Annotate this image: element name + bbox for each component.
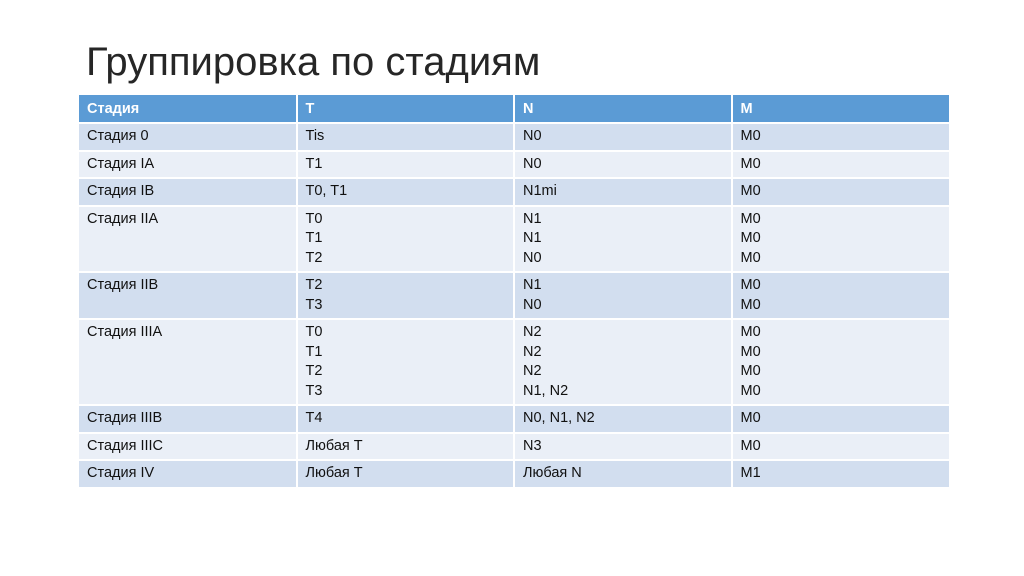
cell-n: [514, 151, 732, 179]
cell-m-value: M0: [740, 437, 761, 454]
cell-t: [297, 206, 515, 273]
table-row: [79, 178, 949, 206]
table-header-row: [79, 95, 949, 123]
cell-stage: Стадия 0: [79, 123, 297, 151]
cell-t: [297, 123, 515, 151]
cell-n: [514, 460, 732, 488]
cell-t: [297, 319, 515, 405]
cell-t-value: T1: [305, 343, 323, 360]
cell-n-value: N1: [523, 230, 542, 246]
cell-m-value: M0: [740, 249, 761, 266]
cell-m-value: M0: [740, 210, 761, 227]
cell-n-value: N2: [523, 363, 542, 379]
cell-m: [732, 123, 950, 151]
table-row: [79, 123, 949, 151]
cell-t-value: T4: [305, 410, 323, 426]
cell-n-value: N0: [523, 249, 542, 266]
cell-m: [732, 178, 950, 206]
cell-m: [732, 460, 950, 488]
cell-n: [514, 272, 732, 319]
cell-m: [732, 433, 950, 461]
cell-n-value: N3: [523, 437, 542, 454]
table-row: [79, 206, 949, 273]
cell-t: [297, 272, 515, 319]
cell-n-value: N0: [523, 128, 542, 144]
cell-n: [514, 178, 732, 206]
cell-m-value: M0: [740, 128, 761, 144]
cell-m: [732, 151, 950, 179]
cell-m-value: M0: [740, 155, 761, 172]
cell-m-value: M0: [740, 230, 761, 246]
cell-t-value: T2: [305, 249, 323, 266]
table-row: [79, 460, 949, 488]
cell-t-value: T2: [305, 363, 323, 379]
cell-n: [514, 433, 732, 461]
cell-stage: Стадия IB: [79, 178, 297, 206]
cell-m-value: M1: [740, 465, 761, 481]
cell-n-value: N2: [523, 324, 542, 340]
cell-t-value: T3: [305, 382, 323, 399]
cell-t: [297, 151, 515, 179]
cell-m: [732, 272, 950, 319]
cell-t: [297, 178, 515, 206]
column-header-t: T: [297, 95, 515, 123]
table-row: [79, 151, 949, 179]
cell-n: [514, 206, 732, 273]
cell-t-value: T0, T1: [305, 183, 348, 199]
cell-stage: Стадия IIIA: [79, 319, 297, 405]
cell-t-value: Tis: [305, 128, 325, 144]
cell-n-value: N1: [523, 277, 542, 293]
cell-stage: Стадия IIA: [79, 206, 297, 273]
cell-t-value: T1: [305, 230, 323, 246]
cell-stage: Стадия IV: [79, 460, 297, 488]
cell-m: [732, 405, 950, 433]
cell-m-value: M0: [740, 277, 761, 293]
table-row: [79, 433, 949, 461]
cell-n-value: N2: [523, 343, 542, 360]
cell-t-value: Любая T: [305, 465, 363, 481]
cell-n-value: N1: [523, 210, 542, 227]
cell-t-value: T3: [305, 296, 323, 313]
cell-n-value: N0, N1, N2: [523, 410, 595, 426]
cell-t-value: T1: [305, 155, 323, 172]
cell-n-value: N0: [523, 296, 542, 313]
cell-m-value: M0: [740, 183, 761, 199]
cell-stage: Стадия IIIB: [79, 405, 297, 433]
staging-table: [79, 95, 949, 489]
cell-m-value: M0: [740, 382, 761, 399]
cell-t-value: T2: [305, 277, 323, 293]
table-row: [79, 405, 949, 433]
cell-t: [297, 433, 515, 461]
cell-m-value: M0: [740, 343, 761, 360]
cell-stage: Стадия IIB: [79, 272, 297, 319]
column-header-n: N: [514, 95, 732, 123]
cell-n: [514, 319, 732, 405]
cell-n-value: N0: [523, 155, 542, 172]
cell-m: [732, 206, 950, 273]
cell-t-value: T0: [305, 324, 323, 340]
cell-n-value: N1mi: [523, 183, 557, 199]
cell-stage: Стадия IIIC: [79, 433, 297, 461]
table-row: [79, 319, 949, 405]
cell-n-value: N1, N2: [523, 382, 569, 399]
cell-t-value: Любая T: [305, 437, 363, 454]
cell-m-value: M0: [740, 363, 761, 379]
cell-t: [297, 460, 515, 488]
cell-m-value: M0: [740, 324, 761, 340]
cell-n-value: Любая N: [523, 465, 582, 481]
cell-m: [732, 319, 950, 405]
cell-stage: Стадия IA: [79, 151, 297, 179]
cell-m-value: M0: [740, 296, 761, 313]
cell-m-value: M0: [740, 410, 761, 426]
cell-t: [297, 405, 515, 433]
table-body: [79, 123, 949, 488]
column-header-m: M: [732, 95, 950, 123]
cell-n: [514, 405, 732, 433]
column-header-stage: Стадия: [79, 95, 297, 123]
cell-t-value: T0: [305, 210, 323, 227]
slide-title: Группировка по стадиям: [86, 40, 541, 84]
cell-n: [514, 123, 732, 151]
table-row: [79, 272, 949, 319]
